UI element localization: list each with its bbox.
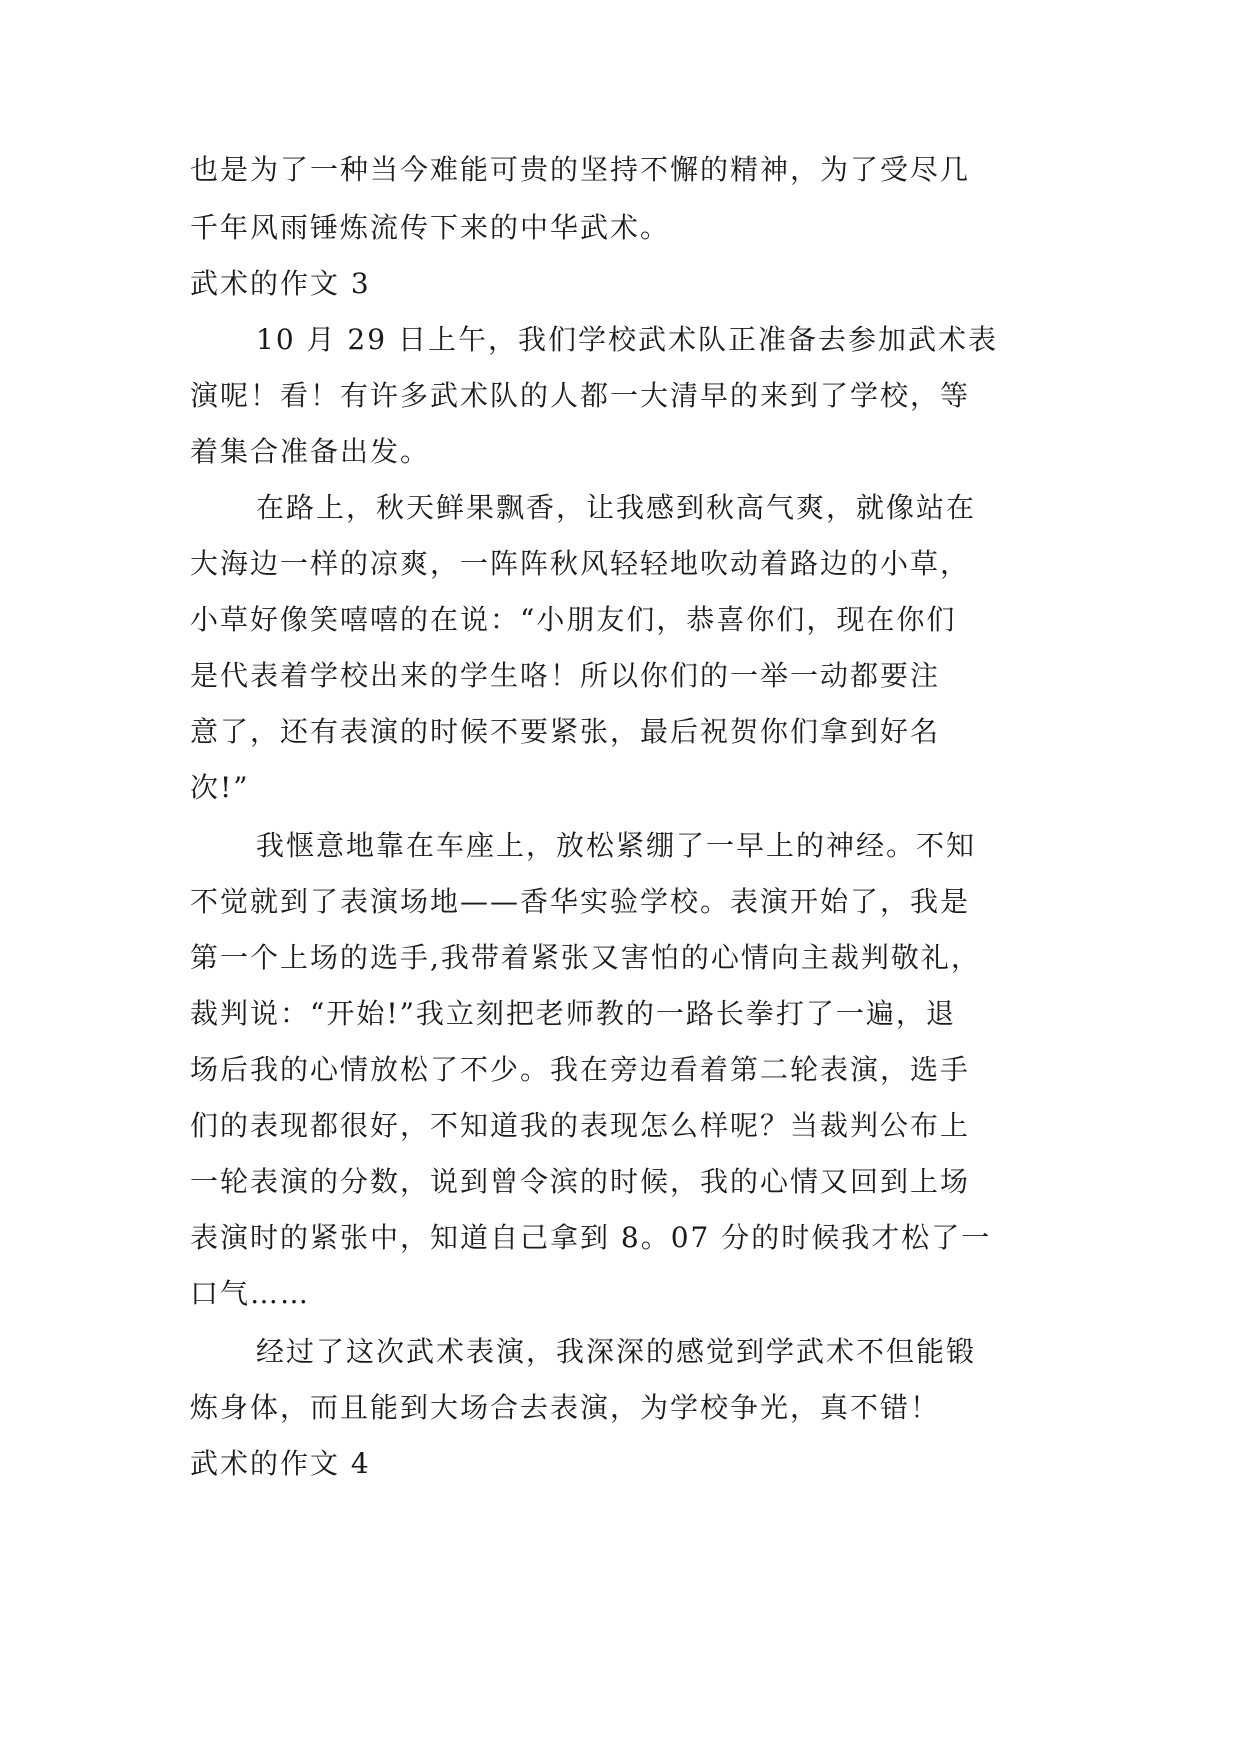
text-line: 口气……: [190, 1277, 311, 1310]
paragraph-start: 在路上，秋天鲜果飘香，让我感到秋高气爽，就像站在: [256, 491, 977, 524]
text-line: 们的表现都很好，不知道我的表现怎么样呢？当裁判公布上: [190, 1109, 971, 1142]
text-line: 场后我的心情放松了不少。我在旁边看着第二轮表演，选手: [190, 1053, 971, 1086]
paragraph-start: 我惬意地靠在车座上，放松紧绷了一早上的神经。不知: [256, 829, 977, 862]
text-line: 不觉就到了表演场地——香华实验学校。表演开始了，我是: [190, 885, 971, 918]
text-line: 是代表着学校出来的学生咯！所以你们的一举一动都要注: [190, 659, 941, 692]
text-line: 意了，还有表演的时候不要紧张，最后祝贺你们拿到好名: [190, 715, 941, 748]
text-line: 次!”: [190, 771, 250, 804]
text-line: 炼身体，而且能到大场合去表演，为学校争光，真不错！: [190, 1391, 941, 1424]
section-heading: 武术的作文 3: [190, 267, 371, 300]
text-line: 一轮表演的分数，说到曾令滨的时候，我的心情又回到上场: [190, 1165, 971, 1198]
text-line: 演呢！看！有许多武术队的人都一大清早的来到了学校，等: [190, 379, 971, 412]
text-line: 裁判说：“开始!”我立刻把老师教的一路长拳打了一遍，退: [190, 997, 956, 1030]
text-line: 表演时的紧张中，知道自己拿到 8。07 分的时候我才松了一: [190, 1221, 992, 1254]
text-line: 着集合准备出发。: [190, 435, 431, 468]
text-line: 大海边一样的凉爽，一阵阵秋风轻轻地吹动着路边的小草，: [190, 547, 971, 580]
section-heading: 武术的作文 4: [190, 1447, 371, 1480]
text-line: 第一个上场的选手,我带着紧张又害怕的心情向主裁判敬礼，: [190, 941, 981, 974]
text-line: 千年风雨锤炼流传下来的中华武术。: [190, 211, 671, 244]
paragraph-start: 经过了这次武术表演，我深深的感觉到学武术不但能锻: [256, 1335, 977, 1368]
paragraph-start: 10 月 29 日上午，我们学校武术队正准备去参加武术表: [256, 323, 998, 356]
text-line: 也是为了一种当今难能可贵的坚持不懈的精神，为了受尽几: [190, 153, 971, 186]
text-line: 小草好像笑嘻嘻的在说：“小朋友们，恭喜你们，现在你们: [190, 603, 957, 636]
